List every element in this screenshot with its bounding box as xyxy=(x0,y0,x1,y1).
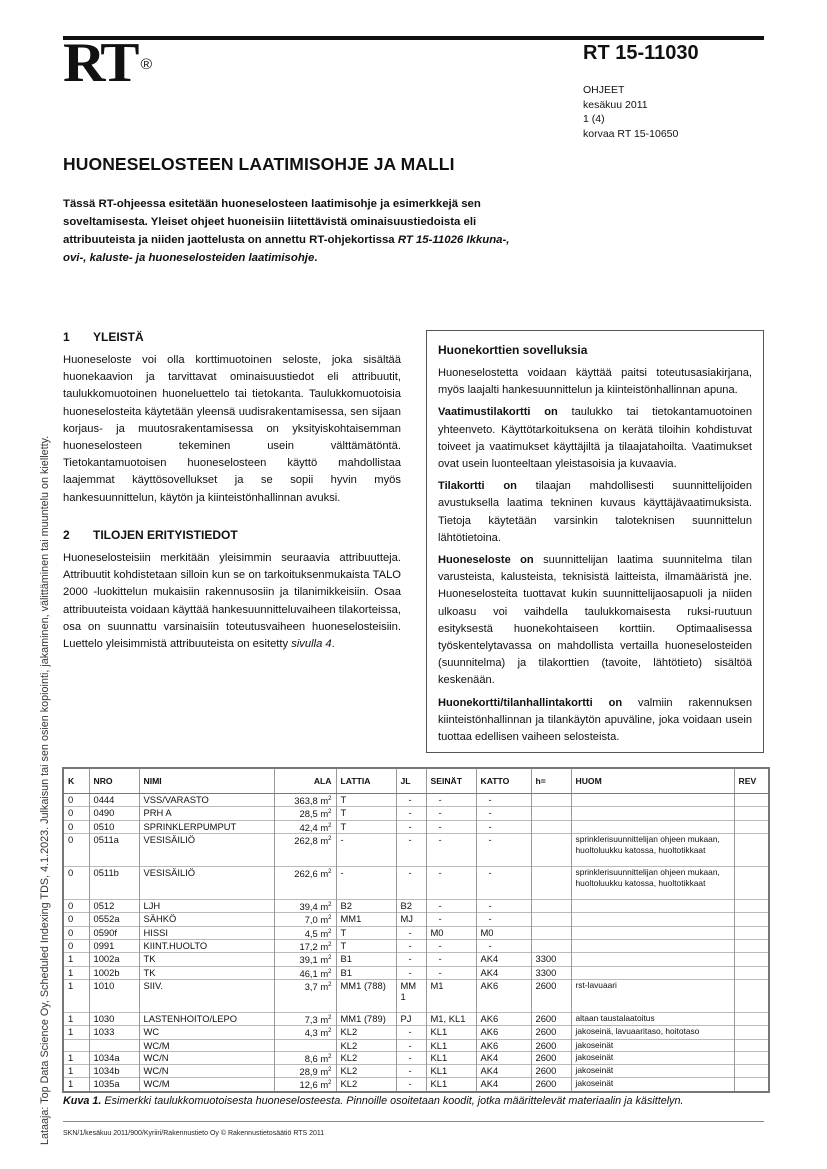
table-row xyxy=(63,966,769,979)
cell-jl: - xyxy=(396,1039,426,1051)
cell-nimi: SPRINKLERPUMPUT xyxy=(139,820,274,833)
cell-h: 2600 xyxy=(531,1065,571,1078)
cell-nimi: WC/M xyxy=(139,1039,274,1051)
cell-ala: 42,4 $m^2$ xyxy=(274,820,336,833)
section-body-text: Huoneselosteisiin merkitään yleisimmin seuraavia attribuutteja. Attribuutit kohdistetaan silloin kun se on tarkoituksenmukaista TALO 2000 -luokittelun mukaisiin rakennusosiin ja tilanimikkeisiin. Osaa attribuuteista voidaan käyttää hankesuunnitteluvaiheen tilakorteissa, osa on suunnattu varsinaisiin toteutusvaiheen huoneselosteisiin. Luettelo yleisimmistä attribuuteista on esitetty xyxy=(63,552,401,651)
cell-ala: 39,4 $m^2$ xyxy=(274,899,336,912)
cell-rev xyxy=(734,1012,769,1025)
table-body xyxy=(63,794,769,1092)
cell-nro: 0590f xyxy=(89,926,139,939)
cell-huom xyxy=(571,953,734,966)
cell-katto: - xyxy=(476,899,531,912)
table-header-row xyxy=(63,768,769,794)
cell-katto: AK4 xyxy=(476,1078,531,1092)
cell-h xyxy=(531,820,571,833)
cell-ala: 8,6 $m^2$ xyxy=(274,1051,336,1064)
lead-end: . xyxy=(314,252,318,264)
cell-seinat: - xyxy=(426,913,476,926)
cell-lattia: T xyxy=(336,807,396,820)
cell-jl: - xyxy=(396,794,426,807)
cell-huom xyxy=(571,820,734,833)
cell-jl: - xyxy=(396,1065,426,1078)
cell-jl: - xyxy=(396,1078,426,1092)
column-header-h: h= xyxy=(531,768,571,794)
cell-rev xyxy=(734,966,769,979)
cell-lattia: KL2 xyxy=(336,1065,396,1078)
cell-h xyxy=(531,926,571,939)
cell-nro: 0444 xyxy=(89,794,139,807)
table-row xyxy=(63,939,769,952)
cell-huom xyxy=(571,939,734,952)
cell-h: 3300 xyxy=(531,953,571,966)
cell-rev xyxy=(734,913,769,926)
cell-huom: rst-lavuaari xyxy=(571,979,734,1012)
cell-jl: - xyxy=(396,926,426,939)
table-row xyxy=(63,953,769,966)
cell-huom: jakoseinät xyxy=(571,1078,734,1092)
cell-katto: M0 xyxy=(476,926,531,939)
cell-nimi: LASTENHOITO/LEPO xyxy=(139,1012,274,1025)
document-id: RT 15-11030 xyxy=(583,42,699,64)
cell-lattia: T xyxy=(336,820,396,833)
cell-seinat: KL1 xyxy=(426,1026,476,1039)
lead-paragraph xyxy=(63,195,533,267)
definition: suunnittelijan laatima suunnitelma tilan varusteista, kalusteista, teknisistä laitteista, ilmamääristä jne. Huoneselosteita tuottavat kukin suunnittelijaosapuoli ja niiden ulkoasu voi vaihdella taulukkomaisesta ruksi-ruutuun esityksestä huonekohtaiseen korttiin. Optimaalisessa työskentelytavassa on mahdollista vertailla huoneselosteiden (suunnitelma) ja tilakorttien (tavoite, lähtötieto) sisältöä keskenään. xyxy=(438,554,752,687)
cell-seinat: M1 xyxy=(426,979,476,1012)
definition: taulukko tai tietokantamuotoinen yhteenveto. Käyttötarkoituksena on kerätä tiloihin kohdistuvat toiveet ja vaatimukset käyttäjiltä ja tilaajatahoilta. Vaatimukset ovat usein luonteeltaan yleistasoisia ja kuvaavia. xyxy=(438,406,752,471)
section-body: Huoneseloste voi olla korttimuotoinen seloste, joka sisältää huonekaavion ja tarvittavat ominaisuustiedot eli attribuutit, taulukkomuotoinen huoneluettelo tai tietokanta. Taulukkomuotoisia huoneselosteita käytetään yleensä uudisrakentamisessa, sen sijaan korjaus- ja muutosrakentamisessa on yksityiskohtaisemman huoneselosteen tekeminen usein välttämätöntä. Tietokantamuotoisen huoneselosteen käyttö mahdollistaa laajemmat käyttösovellukset ja se sopii hyvin myös hankesuunnittelun, käytön ja kiinteistönhallinnan avuksi. xyxy=(63,354,401,504)
cell-jl: - xyxy=(396,953,426,966)
meta-replaces: korvaa RT 15-10650 xyxy=(583,127,679,140)
cell-jl: - xyxy=(396,966,426,979)
term: Huoneseloste on xyxy=(438,554,534,567)
column-header-nimi: NIMI xyxy=(139,768,274,794)
room-schedule-table xyxy=(62,767,770,1093)
cell-k: 0 xyxy=(63,913,89,926)
column-header-rev: REV xyxy=(734,768,769,794)
cell-nimi: WC/N xyxy=(139,1065,274,1078)
figure-caption xyxy=(63,1095,684,1107)
cell-lattia: - xyxy=(336,866,396,899)
cell-k: 1 xyxy=(63,1026,89,1039)
cell-h: 3300 xyxy=(531,966,571,979)
table-row xyxy=(63,899,769,912)
sidebox-paragraph xyxy=(438,552,752,690)
column-header-seinat: SEINÄT xyxy=(426,768,476,794)
cell-nimi: SÄHKÖ xyxy=(139,913,274,926)
meta-page: 1 (4) xyxy=(583,113,605,125)
section-body-end: . xyxy=(331,638,335,651)
cell-h xyxy=(531,866,571,899)
cell-seinat: KL1 xyxy=(426,1039,476,1051)
table-row xyxy=(63,979,769,1012)
column-header-lattia: LATTIA xyxy=(336,768,396,794)
cell-huom: jakoseinät xyxy=(571,1065,734,1078)
cell-h: 2600 xyxy=(531,1078,571,1092)
cell-ala: 4,3 $m^2$ xyxy=(274,1026,336,1039)
cell-nro: 1034b xyxy=(89,1065,139,1078)
cell-huom: altaan taustalaatoitus xyxy=(571,1012,734,1025)
cell-huom: jakoseinät xyxy=(571,1051,734,1064)
cell-jl: - xyxy=(396,833,426,866)
section-1 xyxy=(63,330,401,507)
cell-rev xyxy=(734,939,769,952)
cell-jl: MJ xyxy=(396,913,426,926)
cell-nimi: TK xyxy=(139,966,274,979)
cell-huom xyxy=(571,913,734,926)
column-header-nro: NRO xyxy=(89,768,139,794)
table-row xyxy=(63,1051,769,1064)
sidebox-heading: Huonekorttien sovelluksia xyxy=(438,343,588,357)
cell-nimi: TK xyxy=(139,953,274,966)
column-header-ala: ALA xyxy=(274,768,336,794)
definition: Huoneselostetta voidaan käyttää paitsi toteutusasiakirjana, myös laajalti hankesuunnittelun ja kiinteistönhallinnan apuna. xyxy=(438,367,752,397)
cell-katto: - xyxy=(476,939,531,952)
cell-k: 1 xyxy=(63,1078,89,1092)
table-row xyxy=(63,1065,769,1078)
table-row xyxy=(63,1078,769,1092)
table-row xyxy=(63,794,769,807)
cell-jl: - xyxy=(396,820,426,833)
cell-nro xyxy=(89,1039,139,1051)
cell-rev xyxy=(734,866,769,899)
cell-lattia: MM1 xyxy=(336,913,396,926)
cell-jl: MM 1 xyxy=(396,979,426,1012)
column-header-jl: JL xyxy=(396,768,426,794)
cell-k: 1 xyxy=(63,1012,89,1025)
term: Vaatimustilakortti on xyxy=(438,406,558,419)
cell-h: 2600 xyxy=(531,1039,571,1051)
cell-nro: 1010 xyxy=(89,979,139,1012)
cell-nimi: VESISÄILIÖ xyxy=(139,833,274,866)
cell-ala: 262,8 $m^2$ xyxy=(274,833,336,866)
table-row xyxy=(63,1012,769,1025)
cell-ala: 4,5 $m^2$ xyxy=(274,926,336,939)
section-title: YLEISTÄ xyxy=(93,330,144,344)
cell-h: 2600 xyxy=(531,979,571,1012)
cell-katto: AK4 xyxy=(476,953,531,966)
section-heading xyxy=(63,330,401,344)
definition: tilaajan mahdollisesti suunnittelijoiden avustuksella laatima tekninen kuvaus käyttäjävaatimuksista. Tietoja käytetään varsinkin taloteknisen suunnittelun lähtötietoina. xyxy=(438,480,752,544)
cell-jl: - xyxy=(396,939,426,952)
cell-k: 1 xyxy=(63,1051,89,1064)
cell-katto: AK6 xyxy=(476,1039,531,1051)
cell-k: 1 xyxy=(63,953,89,966)
cell-nimi: VESISÄILIÖ xyxy=(139,866,274,899)
cell-lattia: KL2 xyxy=(336,1026,396,1039)
term: Tilakortti on xyxy=(438,480,517,493)
cell-katto: - xyxy=(476,866,531,899)
cell-huom xyxy=(571,966,734,979)
table-row xyxy=(63,807,769,820)
page-reference: sivulla 4 xyxy=(291,638,332,651)
cell-lattia: - xyxy=(336,833,396,866)
cell-rev xyxy=(734,833,769,866)
cell-k: 0 xyxy=(63,939,89,952)
meta-date: kesäkuu 2011 xyxy=(583,98,648,111)
footer-rule xyxy=(63,1121,764,1122)
cell-jl: PJ xyxy=(396,1012,426,1025)
cell-rev xyxy=(734,1026,769,1039)
cell-katto: AK6 xyxy=(476,979,531,1012)
cell-ala: 262,6 $m^2$ xyxy=(274,866,336,899)
cell-lattia: KL2 xyxy=(336,1051,396,1064)
section-body xyxy=(63,550,401,653)
cell-k: 0 xyxy=(63,926,89,939)
cell-huom xyxy=(571,794,734,807)
cell-ala: 39,1 $m^2$ xyxy=(274,953,336,966)
cell-ala: 46,1 $m^2$ xyxy=(274,966,336,979)
cell-seinat: - xyxy=(426,939,476,952)
cell-h: 2600 xyxy=(531,1026,571,1039)
cell-rev xyxy=(734,807,769,820)
cell-lattia: MM1 (789) xyxy=(336,1012,396,1025)
document-meta xyxy=(583,83,678,141)
cell-jl: - xyxy=(396,866,426,899)
cell-lattia: B1 xyxy=(336,966,396,979)
cell-jl: - xyxy=(396,807,426,820)
cell-nro: 0552a xyxy=(89,913,139,926)
cell-rev xyxy=(734,1065,769,1078)
cell-rev xyxy=(734,926,769,939)
cell-seinat: - xyxy=(426,820,476,833)
lead-text: Tässä RT-ohjeessa esitetään huoneselosteen laatimisohje ja esimerkkejä sen soveltamisesta. Yleiset ohjeet huoneisiin liitettävistä ominaisuustiedoista eli attribuuteista ja niiden jaottelusta on annettu RT-ohjekortissa xyxy=(63,198,481,246)
cell-ala: 3,7 $m^2$ xyxy=(274,979,336,1012)
cell-nro: 0511b xyxy=(89,866,139,899)
cell-k: 1 xyxy=(63,966,89,979)
cell-katto: AK6 xyxy=(476,1012,531,1025)
cell-jl: - xyxy=(396,1026,426,1039)
section-number: 2 xyxy=(63,528,70,542)
caption-text: Esimerkki taulukkomuotoisesta huoneselosteesta. Pinnoille osoitetaan koodit, jotka määrittelevät materiaalin ja käsittelyn. xyxy=(101,1095,684,1107)
section-heading xyxy=(63,528,401,542)
cell-ala: 28,9 $m^2$ xyxy=(274,1065,336,1078)
cell-nimi: SIIV. xyxy=(139,979,274,1012)
cell-nro: 1030 xyxy=(89,1012,139,1025)
cell-nro: 0512 xyxy=(89,899,139,912)
cell-lattia: T xyxy=(336,794,396,807)
section-2 xyxy=(63,528,401,653)
table-row xyxy=(63,926,769,939)
cell-katto: AK4 xyxy=(476,1065,531,1078)
cell-h xyxy=(531,939,571,952)
cell-seinat: M0 xyxy=(426,926,476,939)
cell-h: 2600 xyxy=(531,1012,571,1025)
cell-h xyxy=(531,899,571,912)
cell-h xyxy=(531,794,571,807)
cell-jl: - xyxy=(396,1051,426,1064)
cell-seinat: - xyxy=(426,866,476,899)
cell-h xyxy=(531,807,571,820)
cell-katto: - xyxy=(476,794,531,807)
cell-h xyxy=(531,913,571,926)
cell-katto: - xyxy=(476,833,531,866)
cell-rev xyxy=(734,1051,769,1064)
cell-lattia: T xyxy=(336,926,396,939)
registered-mark-icon: ® xyxy=(140,56,153,73)
cell-lattia: B1 xyxy=(336,953,396,966)
page-title: HUONESELOSTEEN LAATIMISOHJE JA MALLI xyxy=(63,154,455,174)
cell-rev xyxy=(734,794,769,807)
cell-huom: sprinklerisuunnittelijan ohjeen mukaan, huoltoluukku katossa, huoltotikkaat xyxy=(571,833,734,866)
cell-ala: 12,6 $m^2$ xyxy=(274,1078,336,1092)
cell-rev xyxy=(734,820,769,833)
table-row xyxy=(63,833,769,866)
cell-k: 1 xyxy=(63,1065,89,1078)
cell-k: 0 xyxy=(63,794,89,807)
cell-ala: 17,2 $m^2$ xyxy=(274,939,336,952)
cell-lattia: T xyxy=(336,939,396,952)
cell-nimi: KIINT.HUOLTO xyxy=(139,939,274,952)
cell-seinat: KL1 xyxy=(426,1065,476,1078)
cell-rev xyxy=(734,979,769,1012)
table-row xyxy=(63,820,769,833)
column-header-k: K xyxy=(63,768,89,794)
caption-label: Kuva 1. xyxy=(63,1095,102,1107)
cell-ala: 7,0 $m^2$ xyxy=(274,913,336,926)
term: Huonekortti/tilanhallintakortti on xyxy=(438,696,623,709)
cell-lattia: KL2 xyxy=(336,1078,396,1092)
cell-huom xyxy=(571,899,734,912)
cell-katto: AK4 xyxy=(476,1051,531,1064)
cell-seinat: KL1 xyxy=(426,1051,476,1064)
cell-katto: - xyxy=(476,913,531,926)
sidebox-paragraph xyxy=(438,478,752,547)
cell-nro: 0490 xyxy=(89,807,139,820)
column-header-katto: KATTO xyxy=(476,768,531,794)
info-sidebox xyxy=(426,330,764,753)
cell-katto: - xyxy=(476,807,531,820)
cell-nro: 1035a xyxy=(89,1078,139,1092)
lead-reference: RT 15-11026 Ikkuna-, ovi-, kaluste- ja huoneselosteiden laatimisohje xyxy=(63,234,510,264)
cell-seinat: - xyxy=(426,807,476,820)
table-row xyxy=(63,866,769,899)
sidebox-paragraph xyxy=(438,404,752,473)
cell-lattia: KL2 xyxy=(336,1039,396,1051)
cell-nimi: VSS/VARASTO xyxy=(139,794,274,807)
logo-text: RT xyxy=(63,32,137,94)
cell-jl: B2 xyxy=(396,899,426,912)
column-header-huom: HUOM xyxy=(571,768,734,794)
cell-h: 2600 xyxy=(531,1051,571,1064)
cell-huom: sprinklerisuunnittelijan ohjeen mukaan, huoltoluukku katossa, huoltotikkaat xyxy=(571,866,734,899)
cell-nimi: LJH xyxy=(139,899,274,912)
cell-seinat: KL1 xyxy=(426,1078,476,1092)
meta-type: OHJEET xyxy=(583,84,625,96)
cell-rev xyxy=(734,899,769,912)
cell-seinat: - xyxy=(426,899,476,912)
cell-k: 1 xyxy=(63,979,89,1012)
cell-k: 0 xyxy=(63,899,89,912)
definition: valmiin rakennuksen kiinteistönhallinnan ja tilankäytön apuväline, joka voidaan usein tuottaa edellisen vaiheen selosteista. xyxy=(438,696,752,744)
cell-k: 0 xyxy=(63,833,89,866)
cell-nro: 1002a xyxy=(89,953,139,966)
sidebox-paragraph xyxy=(438,365,752,399)
cell-seinat: - xyxy=(426,833,476,866)
section-title: TILOJEN ERITYISTIEDOT xyxy=(93,528,238,542)
cell-nro: 0510 xyxy=(89,820,139,833)
cell-nro: 0991 xyxy=(89,939,139,952)
cell-huom xyxy=(571,926,734,939)
cell-k: 0 xyxy=(63,807,89,820)
sidebox-paragraph xyxy=(438,695,752,747)
cell-k: 0 xyxy=(63,820,89,833)
cell-katto: AK6 xyxy=(476,1026,531,1039)
table-row xyxy=(63,1039,769,1051)
top-rule xyxy=(63,36,764,40)
cell-ala: 28,5 $m^2$ xyxy=(274,807,336,820)
cell-k: 0 xyxy=(63,866,89,899)
table-row xyxy=(63,1026,769,1039)
section-number: 1 xyxy=(63,330,70,344)
cell-nimi: PRH A xyxy=(139,807,274,820)
cell-ala: 363,8 $m^2$ xyxy=(274,794,336,807)
cell-nimi: WC/N xyxy=(139,1051,274,1064)
cell-nimi: HISSI xyxy=(139,926,274,939)
cell-katto: - xyxy=(476,820,531,833)
cell-rev xyxy=(734,1078,769,1092)
download-notice: Lataaja: Top Data Science Oy, Scheduled Indexing TDS, 4.1.2023. Julkaisun tai sen osien kopiointi, jakaminen, välittäminen tai muuntelu on kielletty. xyxy=(39,435,51,1145)
cell-nro: 1034a xyxy=(89,1051,139,1064)
cell-seinat: - xyxy=(426,794,476,807)
cell-rev xyxy=(734,953,769,966)
rt-logo xyxy=(63,32,153,94)
cell-huom: jakoseinät xyxy=(571,1039,734,1051)
cell-katto: AK4 xyxy=(476,966,531,979)
table-row xyxy=(63,913,769,926)
cell-ala xyxy=(274,1039,336,1051)
cell-nro: 0511a xyxy=(89,833,139,866)
cell-seinat: - xyxy=(426,966,476,979)
cell-h xyxy=(531,833,571,866)
cell-nro: 1002b xyxy=(89,966,139,979)
cell-nimi: WC/M xyxy=(139,1078,274,1092)
cell-nimi: WC xyxy=(139,1026,274,1039)
cell-lattia: MM1 (788) xyxy=(336,979,396,1012)
cell-nro: 1033 xyxy=(89,1026,139,1039)
cell-huom: jakoseinä, lavuaaritaso, hoitotaso xyxy=(571,1026,734,1039)
cell-ala: 7,3 $m^2$ xyxy=(274,1012,336,1025)
cell-rev xyxy=(734,1039,769,1051)
cell-k xyxy=(63,1039,89,1051)
page-footer: SKN/1/kesäkuu 2011/900/Kyriiri/Rakennustieto Oy © Rakennustietosäätiö RTS 2011 xyxy=(63,1130,325,1137)
cell-lattia: B2 xyxy=(336,899,396,912)
cell-huom xyxy=(571,807,734,820)
cell-seinat: M1, KL1 xyxy=(426,1012,476,1025)
cell-seinat: - xyxy=(426,953,476,966)
